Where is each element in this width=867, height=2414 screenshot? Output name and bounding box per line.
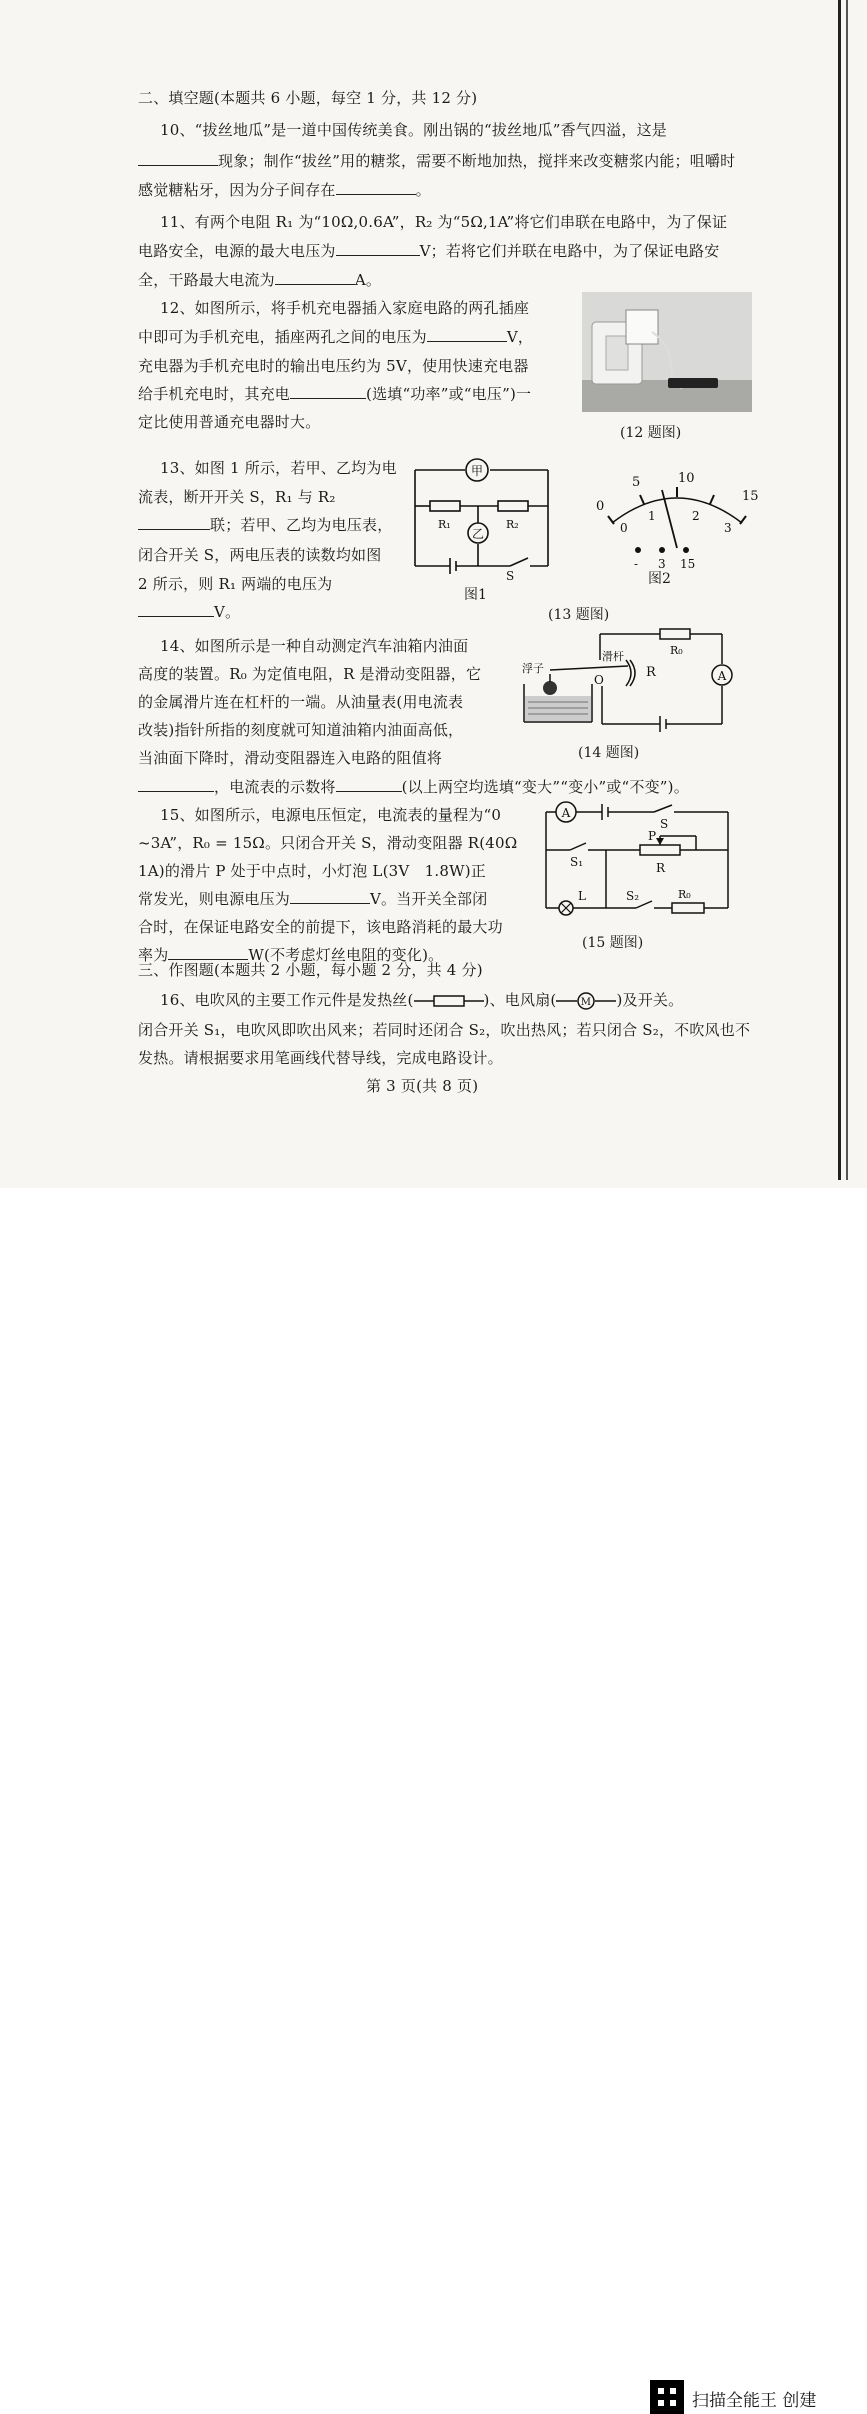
terminal-15: 15 — [680, 557, 696, 571]
q10-line1: 10、“拔丝地瓜”是一道中国传统美食。刚出锅的“拔丝地瓜”香气四溢，这是 — [160, 121, 667, 139]
q13-line5: 2 所示，则 R₁ 两端的电压为 — [138, 575, 333, 593]
q14-line4: 改装)指针所指的刻度就可知道油箱内油面高低， — [138, 721, 464, 739]
q11-line1: 11、有两个电阻 R₁ 为“10Ω,0.6A”，R₂ 为“5Ω,1A”将它们串联在电路中，为了保证 — [160, 213, 728, 231]
float-label: 浮子 — [522, 662, 544, 675]
q13-caption: (13 题图) — [548, 607, 610, 623]
q12-line4: 给手机充电时，其充电 (选填“功率”或“电压”)一 — [138, 385, 532, 403]
binding-edge-inner — [846, 0, 848, 1180]
section-header: 二、填空题(本题共 6 小题，每空 1 分，共 12 分) — [138, 89, 478, 107]
q15-line5: 合时，在保证电路安全的前提下，该电路消耗的最大功 — [138, 918, 503, 936]
q12-line5: 定比使用普通充电器时大。 — [138, 413, 321, 431]
qr-code-icon — [650, 2380, 684, 2414]
rheostat-label: R — [656, 861, 666, 875]
answer-blank[interactable] — [336, 180, 416, 195]
answer-blank[interactable] — [290, 384, 366, 399]
q14-line1: 14、如图所示是一种自动测定汽车油箱内油面 — [160, 637, 469, 655]
rheostat-label: R — [646, 665, 656, 680]
switch-s-label: S — [660, 817, 669, 831]
q13-line1: 13、如图 1 所示，若甲、乙均为电 — [160, 459, 397, 477]
q16-line3: 发热。请根据要求用笔画线代替导线，完成电路设计。 — [138, 1049, 503, 1067]
scale-top-5: 5 — [632, 475, 641, 490]
q11-line2: 电路安全，电源的最大电压为 V；若将它们并联在电路中，为了保证电路安 — [138, 242, 720, 260]
q15-line2: ~3A”，R₀ = 15Ω。只闭合开关 S，滑动变阻器 R(40Ω — [138, 834, 518, 852]
scale-bottom-3: 3 — [724, 521, 732, 535]
q13-fig1-label: 图1 — [464, 587, 487, 603]
q13-fig2-label: 图2 — [648, 571, 671, 587]
scale-top-0: 0 — [596, 499, 605, 514]
q15-line4: 常发光，则电源电压为 V。当开关全部闭 — [138, 890, 488, 908]
ammeter-label: A — [561, 806, 571, 820]
q14-line3: 的金属滑片连在杠杆的一端。从油量表(用电流表 — [138, 693, 464, 711]
q12-line2: 中即可为手机充电，插座两孔之间的电压为 V， — [138, 328, 534, 346]
answer-blank[interactable] — [427, 327, 507, 342]
switch-s-label: S — [506, 569, 515, 583]
motor-symbol-icon — [556, 992, 616, 1010]
section-header: 三、作图题(本题共 2 小题，每小题 2 分，共 4 分) — [138, 961, 483, 979]
charger-photo — [582, 292, 752, 412]
meter-yi-label: 乙 — [471, 527, 485, 541]
float-ball — [543, 681, 557, 695]
switch-s2-label: S₂ — [626, 889, 640, 903]
oil-level — [525, 696, 591, 721]
scale-bottom-0: 0 — [620, 521, 628, 535]
q13-line6: V。 — [138, 602, 240, 622]
q13-voltmeter-dial-fig2 — [592, 468, 762, 578]
scale-bottom-2: 2 — [692, 509, 700, 523]
q16-line1: 16、电吹风的主要工作元件是发热丝( )、电风扇( M )及开关。 — [160, 991, 684, 1009]
q15-line1: 15、如图所示，电源电压恒定，电流表的量程为“0 — [160, 806, 502, 824]
q14-oil-gauge-fig — [510, 626, 750, 736]
switch-s1-label: S₁ — [570, 855, 584, 869]
pivot-label: O — [594, 673, 604, 687]
heating-wire-symbol-icon — [414, 994, 484, 1008]
q13-line2: 流表，断开开关 S，R₁ 与 R₂ — [138, 488, 336, 506]
q12-line1: 12、如图所示，将手机充电器插入家庭电路的两孔插座 — [160, 299, 530, 317]
scanner-footer — [0, 1188, 867, 2411]
lever-label: 滑杆 — [602, 650, 624, 663]
scale-bottom-1: 1 — [648, 509, 656, 523]
answer-blank[interactable] — [336, 777, 402, 792]
answer-blank[interactable] — [168, 945, 248, 960]
lamp-label: L — [578, 889, 586, 903]
q16-line2: 闭合开关 S₁，电吹风即吹出风来；若同时还闭合 S₂，吹出热风；若只闭合 S₂，不吹风也不 — [138, 1021, 751, 1039]
q14-caption: (14 题图) — [578, 745, 640, 761]
answer-blank[interactable] — [138, 515, 210, 530]
page-number: 第 3 页(共 8 页) — [366, 1077, 479, 1095]
r1-label: R₁ — [438, 518, 451, 531]
q11-line3: 全，干路最大电流为 A。 — [138, 271, 382, 289]
q15-line3: 1A)的滑片 P 处于中点时，小灯泡 L(3V 1.8W)正 — [138, 862, 486, 880]
answer-blank[interactable] — [336, 241, 420, 256]
terminal-neg: - — [634, 557, 639, 571]
q14-line6: ，电流表的示数将 (以上两空均选填“变大”“变小”或“不变”)。 — [138, 777, 689, 797]
q14-line2: 高度的装置。R₀ 为定值电阻，R 是滑动变阻器，它 — [138, 665, 482, 683]
terminal-3: 3 — [658, 557, 666, 571]
r0-label: R₀ — [670, 644, 683, 657]
q15-circuit-fig — [536, 800, 736, 925]
q13-circuit-fig1 — [410, 458, 560, 583]
q10-line2: 现象；制作“拔丝”用的糖浆，需要不断地加热，搅拌来改变糖浆内能；咀嚼时 — [138, 151, 735, 171]
q14-line5: 当油面下降时，滑动变阻器连入电路的阻值将 — [138, 749, 443, 767]
q13-line4: 闭合开关 S，两电压表的读数均如图 — [138, 546, 382, 564]
q10-line3: 感觉糖粘牙，因为分子间存在 。 — [138, 181, 431, 199]
q15-caption: (15 题图) — [582, 935, 644, 951]
answer-blank[interactable] — [290, 889, 370, 904]
answer-blank[interactable] — [275, 270, 355, 285]
q15-line6: 率为 W(不考虑灯丝电阻的变化)。 — [138, 946, 444, 964]
answer-blank[interactable] — [138, 602, 214, 617]
meter-jia-label: 甲 — [470, 464, 484, 478]
q12-caption: (12 题图) — [620, 425, 682, 441]
q13-line3: 联；若甲、乙均为电压表， — [138, 515, 392, 535]
r2-label: R₂ — [506, 518, 519, 531]
answer-blank[interactable] — [138, 777, 214, 792]
binding-edge — [838, 0, 841, 1180]
answer-blank[interactable] — [138, 151, 218, 166]
q12-line3: 充电器为手机充电时的输出电压约为 5V，使用快速充电器 — [138, 357, 529, 375]
scanner-brand: 扫描全能王 创建 — [692, 2391, 817, 2411]
ammeter-label: A — [717, 669, 727, 683]
slider-p-label: P — [648, 829, 657, 843]
r0-label: R₀ — [678, 888, 691, 901]
scale-top-15: 15 — [742, 489, 759, 504]
motor-label: M — [581, 997, 592, 1008]
scale-top-10: 10 — [678, 471, 695, 486]
